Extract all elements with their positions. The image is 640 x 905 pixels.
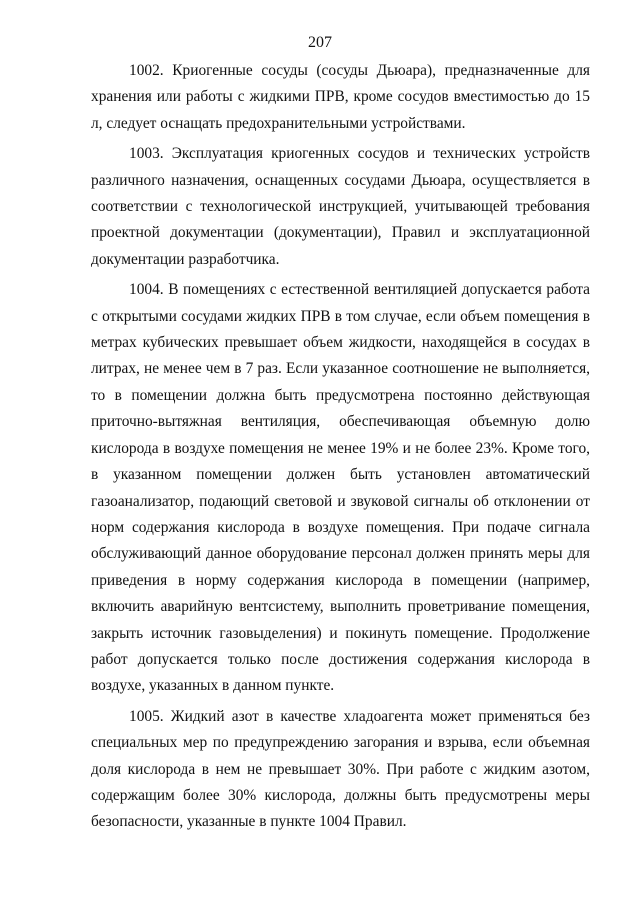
paragraph-1002: 1002. Криогенные сосуды (сосуды Дьюара), предназначенные для хранения или работы с жидкими ПРВ, кроме сосудов вместимостью до 15 л, следует оснащать предохранительными устройствами. bbox=[91, 62, 590, 132]
paragraph-1004: 1004. В помещениях с естественной вентиляцией допускается работа с открытыми сосудами жидких ПРВ в том случае, если объем помещения в метрах кубических превышает объем жидкости, находящейся в сосудах в литрах, не менее чем в 7 раз. Если указанное соотношение не выполняется, то в помещении должна быть предусмотрена постоянно действующая приточно-вытяжная вентиляция, обеспечивающая объемную долю кислорода в воздухе помещения не менее 19% и не более 23%. Кроме того, в указанном помещении должен быть установлен автоматический газоанализатор, подающий световой и звуковой сигналы об отклонении от норм содержания кислорода в воздухе помещения. При подаче сигнала обслуживающий данное оборудование персонал должен принять меры для приведения в норму содержания кислорода в помещении (например, включить аварийную вентсистему, выполнить проветривание помещения, закрыть источник газовыделения) и покинуть помещение. Продолжение работ допускается только после достижения содержания кислорода в воздухе, указанных в данном пункте. bbox=[91, 281, 590, 695]
paragraph-1003: 1003. Эксплуатация криогенных сосудов и технических устройств различного назначения, оснащенных сосудами Дьюара, осуществляется в соответствии с технологической инструкцией, учитывающей требования проектной документации (документации), Правил и эксплуатационной документации разработчика. bbox=[91, 145, 590, 268]
page-number: 207 bbox=[308, 34, 332, 51]
paragraph-1005: 1005. Жидкий азот в качестве хладоагента может применяться без специальных мер по предупреждению загорания и взрыва, если объемная доля кислорода в нем не превышает 30%. При работе с жидким азотом, содержащим более 30% кислорода, должны быть предусмотрены меры безопасности, указанные в пункте 1004 Правил. bbox=[91, 707, 590, 831]
document-body bbox=[91, 58, 590, 840]
